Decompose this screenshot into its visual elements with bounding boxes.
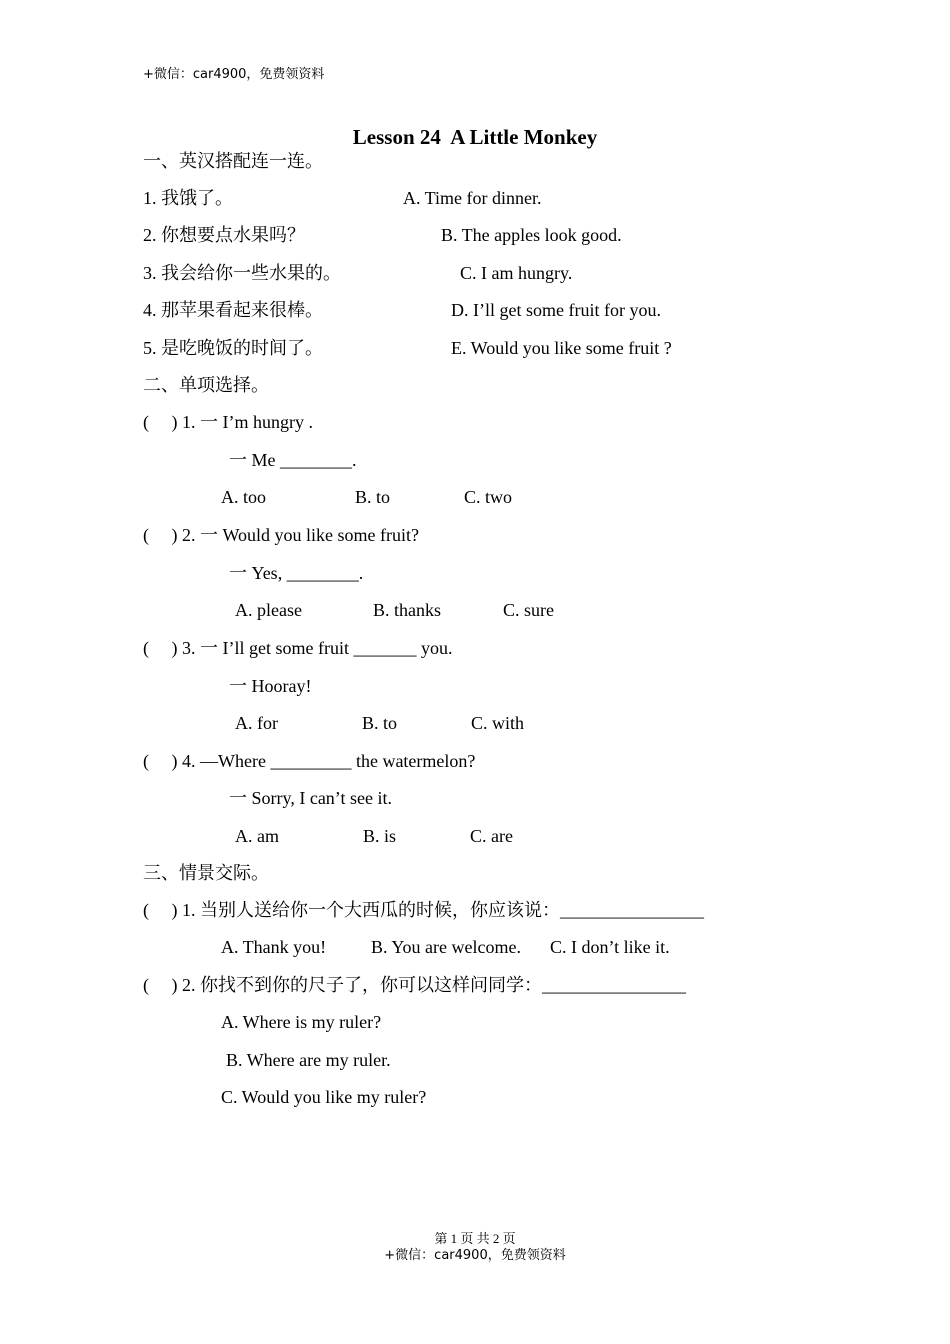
question-stem: ( ) 3. 一 I’ll get some fruit _______ you. xyxy=(143,638,453,658)
question-stem: ( ) 2. 一 Would you like some fruit? xyxy=(143,525,420,545)
option-a: A. please xyxy=(235,600,302,620)
page-number: 第 1 页 共 2 页 xyxy=(434,1231,516,1246)
question-stem: ( ) 4. —Where _________ the watermelon? xyxy=(143,751,476,771)
match-right-item: C. I am hungry. xyxy=(460,263,573,283)
match-right-item: D. I’ll get some fruit for you. xyxy=(451,300,661,320)
option-a: A. for xyxy=(235,713,278,733)
match-left-item: 2. 你想要点水果吗？ xyxy=(143,225,305,245)
option-a: A. Thank you! xyxy=(221,937,327,957)
question-stem: ( ) 1. 一 I’m hungry . xyxy=(143,412,313,432)
match-right-item: E. Would you like some fruit ? xyxy=(451,338,672,358)
option-c: C. are xyxy=(470,826,513,846)
section3-heading: 三、情景交际。 xyxy=(143,863,269,883)
option-c: C. sure xyxy=(503,600,554,620)
option-b: B. to xyxy=(355,487,391,507)
section1-heading: 一、英汉搭配连一连。 xyxy=(143,151,323,171)
option-a: A. too xyxy=(221,487,266,507)
header-note: +微信：car4900，免费领资料 xyxy=(143,67,325,82)
match-left-item: 3. 我会给你一些水果的。 xyxy=(143,263,341,283)
question-reply: 一 Yes, ________. xyxy=(229,563,364,583)
question-stem: ( ) 1. 当别人送给你一个大西瓜的时候，你应该说：________________ xyxy=(143,900,704,920)
match-left-item: 4. 那苹果看起来很棒。 xyxy=(143,300,323,320)
page-title: Lesson 24 A Little Monkey xyxy=(352,125,598,149)
option-b: B. thanks xyxy=(373,600,442,620)
option-b: B. Where are my ruler. xyxy=(226,1050,391,1070)
option-a: A. Where is my ruler? xyxy=(221,1012,382,1032)
option-c: C. Would you like my ruler? xyxy=(221,1087,427,1107)
match-right-item: B. The apples look good. xyxy=(441,225,622,245)
match-left-item: 1. 我饿了。 xyxy=(143,188,233,208)
question-reply: 一 Sorry, I can’t see it. xyxy=(229,788,392,808)
option-b: B. to xyxy=(362,713,398,733)
footer-note: +微信：car4900，免费领资料 xyxy=(384,1248,566,1263)
option-c: C. I don’t like it. xyxy=(550,937,670,957)
question-stem: ( ) 2. 你找不到你的尺子了，你可以这样问同学：________________ xyxy=(143,975,686,995)
option-b: B. You are welcome. xyxy=(371,937,521,957)
option-c: C. with xyxy=(471,713,525,733)
match-left-item: 5. 是吃晚饭的时间了。 xyxy=(143,338,323,358)
match-right-item: A. Time for dinner. xyxy=(403,188,542,208)
option-c: C. two xyxy=(464,487,513,507)
section2-heading: 二、单项选择。 xyxy=(143,375,269,395)
question-reply: 一 Me ________. xyxy=(229,450,357,470)
question-reply: 一 Hooray! xyxy=(229,676,312,696)
option-a: A. am xyxy=(235,826,279,846)
option-b: B. is xyxy=(363,826,397,846)
